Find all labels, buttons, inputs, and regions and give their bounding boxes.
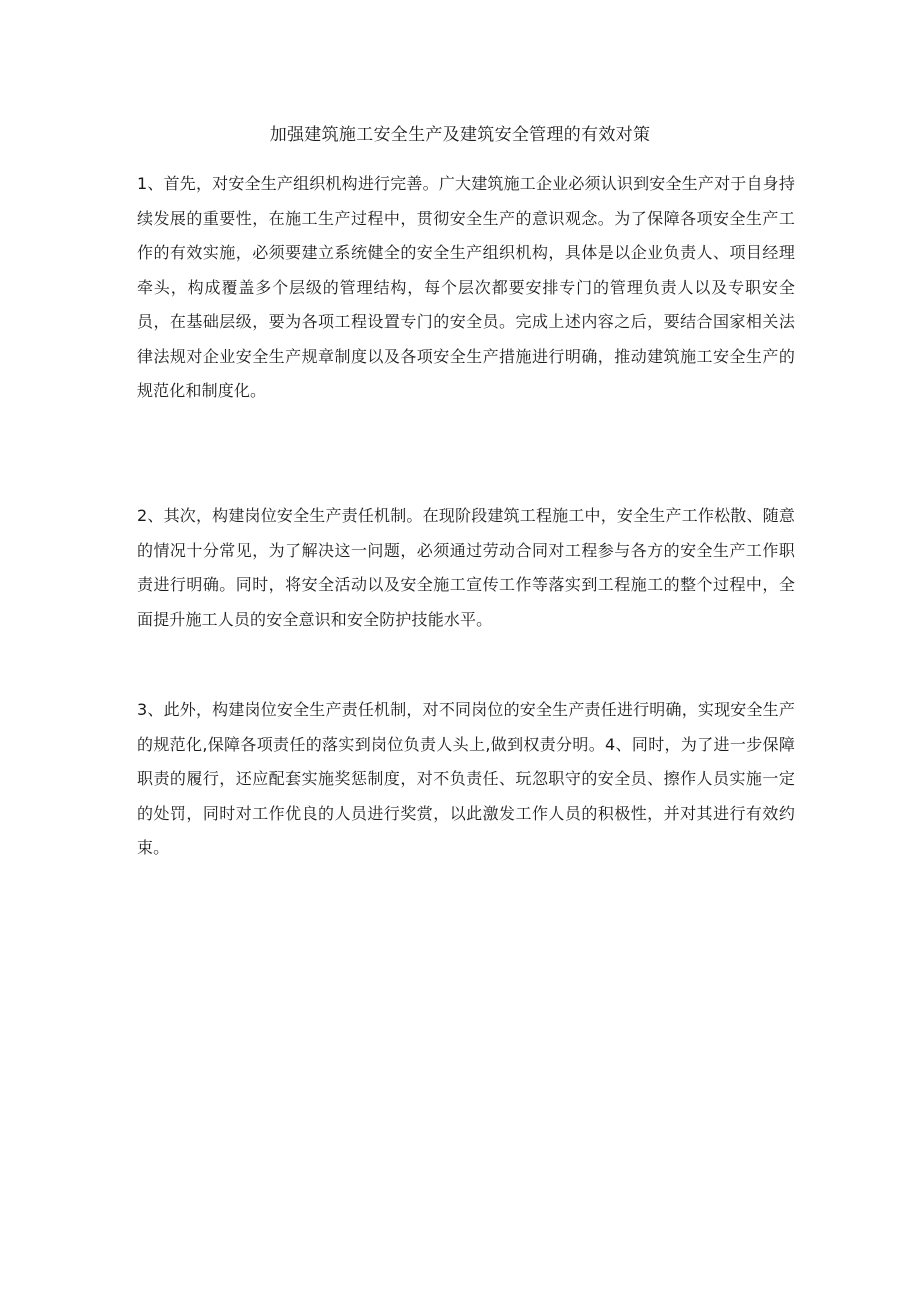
paragraph-2: 2、其次，构建岗位安全生产责任机制。在现阶段建筑工程施工中，安全生产工作松散、随意的情况十分常见，为了解决这一问题，必须通过劳动合同对工程参与各方的安全生产工作职责进行明确。同时，将安全活动以及安全施工宣传工作等落实到工程施工的整个过程中，全面提升施工人员的安全意识和安全防护技能水平。 (137, 506, 795, 629)
paragraph-1: 1、首先，对安全生产组织机构进行完善。广大建筑施工企业必须认识到安全生产对于自身持续发展的重要性，在施工生产过程中，贯彻安全生产的意识观念。为了保障各项安全生产工作的有效实施，必须要建立系统健全的安全生产组织机构，具体是以企业负责人、项目经理牵头，构成覆盖多个层级的管理结构，每个层次都要安排专门的管理负责人以及专职安全员，在基础层级，要为各项工程设置专门的安全员。完成上述内容之后，要结合国家相关法律法规对企业安全生产规章制度以及各项安全生产措施进行明确，推动建筑施工安全生产的规范化和制度化。 (137, 174, 795, 400)
document-title: 加强建筑施工安全生产及建筑安全管理的有效对策 (269, 125, 651, 145)
paragraph-3: 3、此外，构建岗位安全生产责任机制，对不同岗位的安全生产责任进行明确，实现安全生产的规范化,保障各项责任的落实到岗位负责人头上,做到权责分明。4、同时，为了进一步保障职责的履行，还应配套实施奖惩制度，对不负责任、玩忽职守的安全员、擦作人员实施一定的处罚，同时对工作优良的人员进行奖赏，以此激发工作人员的积极性，并对其进行有效约束。 (137, 700, 795, 857)
